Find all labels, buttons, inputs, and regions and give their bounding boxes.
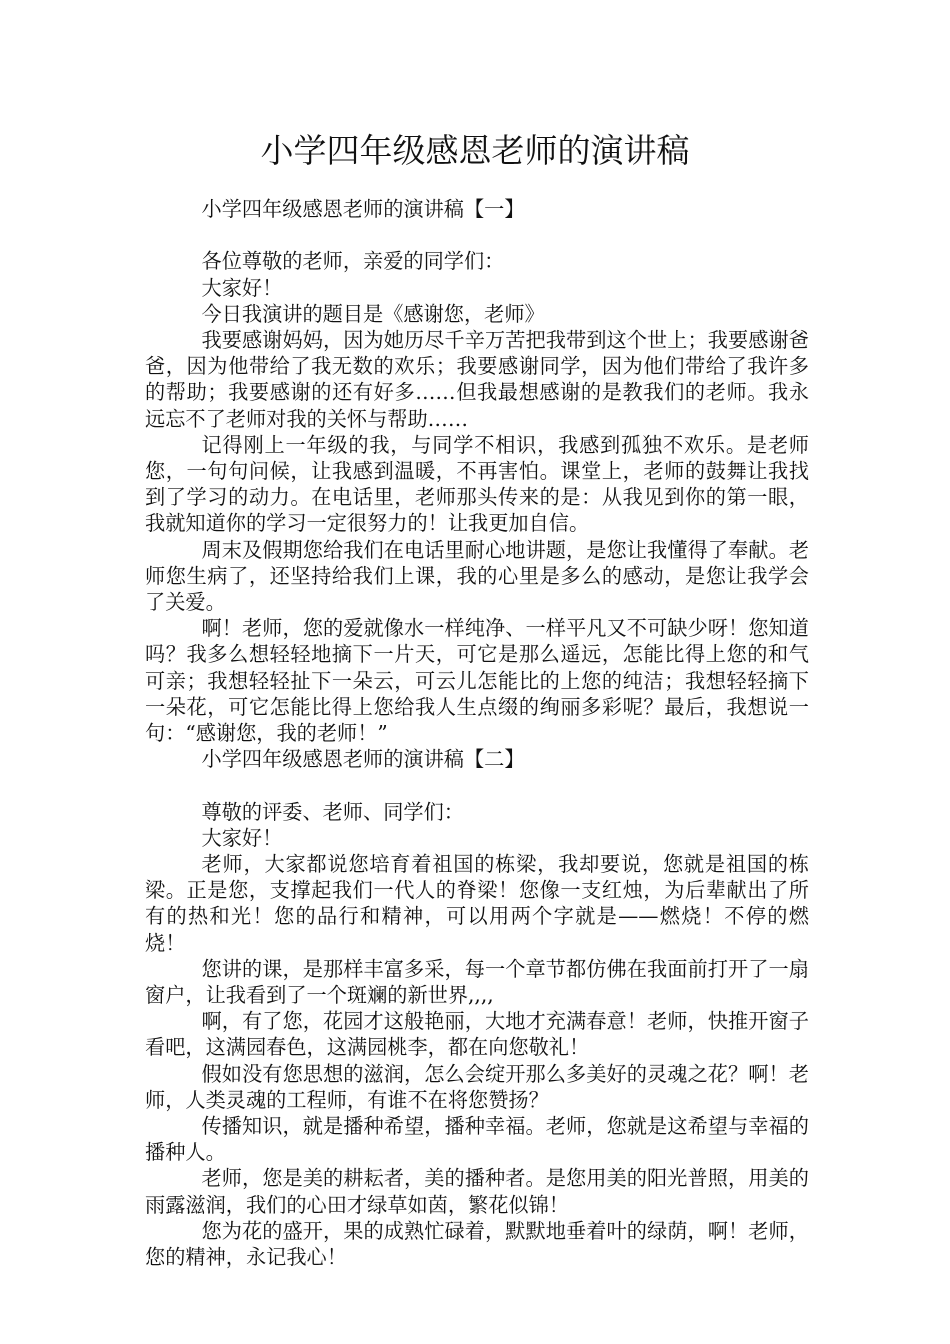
document-title: 小学四年级感恩老师的演讲稿 [260,131,690,170]
paragraph: 老师，大家都说您培育着祖国的栋梁，我却要说，您就是祖国的栋梁。正是您，支撑起我们一代人的脊梁！您像一支红烛，为后辈献出了所有的热和光！您的品行和精神，可以用两个字就是——燃烧！不停的燃烧！ [145,852,809,955]
paragraph: 啊！老师，您的爱就像水一样纯净、一样平凡又不可缺少呀！您知道吗？我多么想轻轻地摘下一片天，可它是那么遥远，怎能比得上您的和气可亲；我想轻轻扯下一朵云，可云儿怎能比的上您的纯洁；我想轻轻摘下一朵花，可它怎能比得上您给我人生点缀的绚丽多彩呢？最后，我想说一句：“感谢您，我的老师！” [145,616,809,746]
paragraph: 我要感谢妈妈，因为她历尽千辛万苦把我带到这个世上；我要感谢爸爸，因为他带给了我无数的欢乐；我要感谢同学，因为他们带给了我许多的帮助；我要感谢的还有好多……但我最想感谢的是教我们的老师。我永远忘不了老师对我的关怀与帮助…… [145,328,809,431]
paragraph: 老师，您是美的耕耘者，美的播种者。是您用美的阳光普照，用美的雨露滋润，我们的心田才绿草如茵，繁花似锦！ [145,1166,809,1217]
section-heading-1: 小学四年级感恩老师的演讲稿【一】 [201,197,525,221]
paragraph: 今日我演讲的题目是《感谢您，老师》 [201,301,545,326]
paragraph: 传播知识，就是播种希望，播种幸福。老师，您就是这希望与幸福的播种人。 [145,1114,809,1165]
paragraph: 您讲的课，是那样丰富多采，每一个章节都仿佛在我面前打开了一扇窗户，让我看到了一个斑斓的新世界,,,, [145,956,809,1008]
paragraph: 大家好！ [201,275,283,300]
paragraph: 您为花的盛开，果的成熟忙碌着，默默地垂着叶的绿荫，啊！老师，您的精神，永记我心！ [145,1218,809,1270]
section-heading-2: 小学四年级感恩老师的演讲稿【二】 [201,747,525,772]
document-body [145,196,809,1270]
paragraph: 各位尊敬的老师，亲爱的同学们： [201,249,505,274]
paragraph: 大家好！ [201,825,283,850]
paragraph: 周末及假期您给我们在电话里耐心地讲题，是您让我懂得了奉献。老师您生病了，还坚持给我们上课，我的心里是多么的感动，是您让我学会了关爱。 [145,537,809,615]
paragraph: 啊，有了您，花园才这般艳丽，大地才充满春意！老师，快推开窗子看吧，这满园春色，这满园桃李，都在向您敬礼！ [145,1009,809,1060]
paragraph: 记得刚上一年级的我，与同学不相识，我感到孤独不欢乐。是老师您，一句句问候，让我感到温暖，不再害怕。课堂上，老师的鼓舞让我找到了学习的动力。在电话里，老师那头传来的是：从我见到你的第一眼，我就知道你的学习一定很努力的！让我更加自信。 [145,432,809,536]
paragraph: 假如没有您思想的滋润，怎么会绽开那么多美好的灵魂之花？啊！老师，人类灵魂的工程师，有谁不在将您赞扬？ [145,1061,809,1112]
paragraph: 尊敬的评委、老师、同学们： [201,799,464,824]
